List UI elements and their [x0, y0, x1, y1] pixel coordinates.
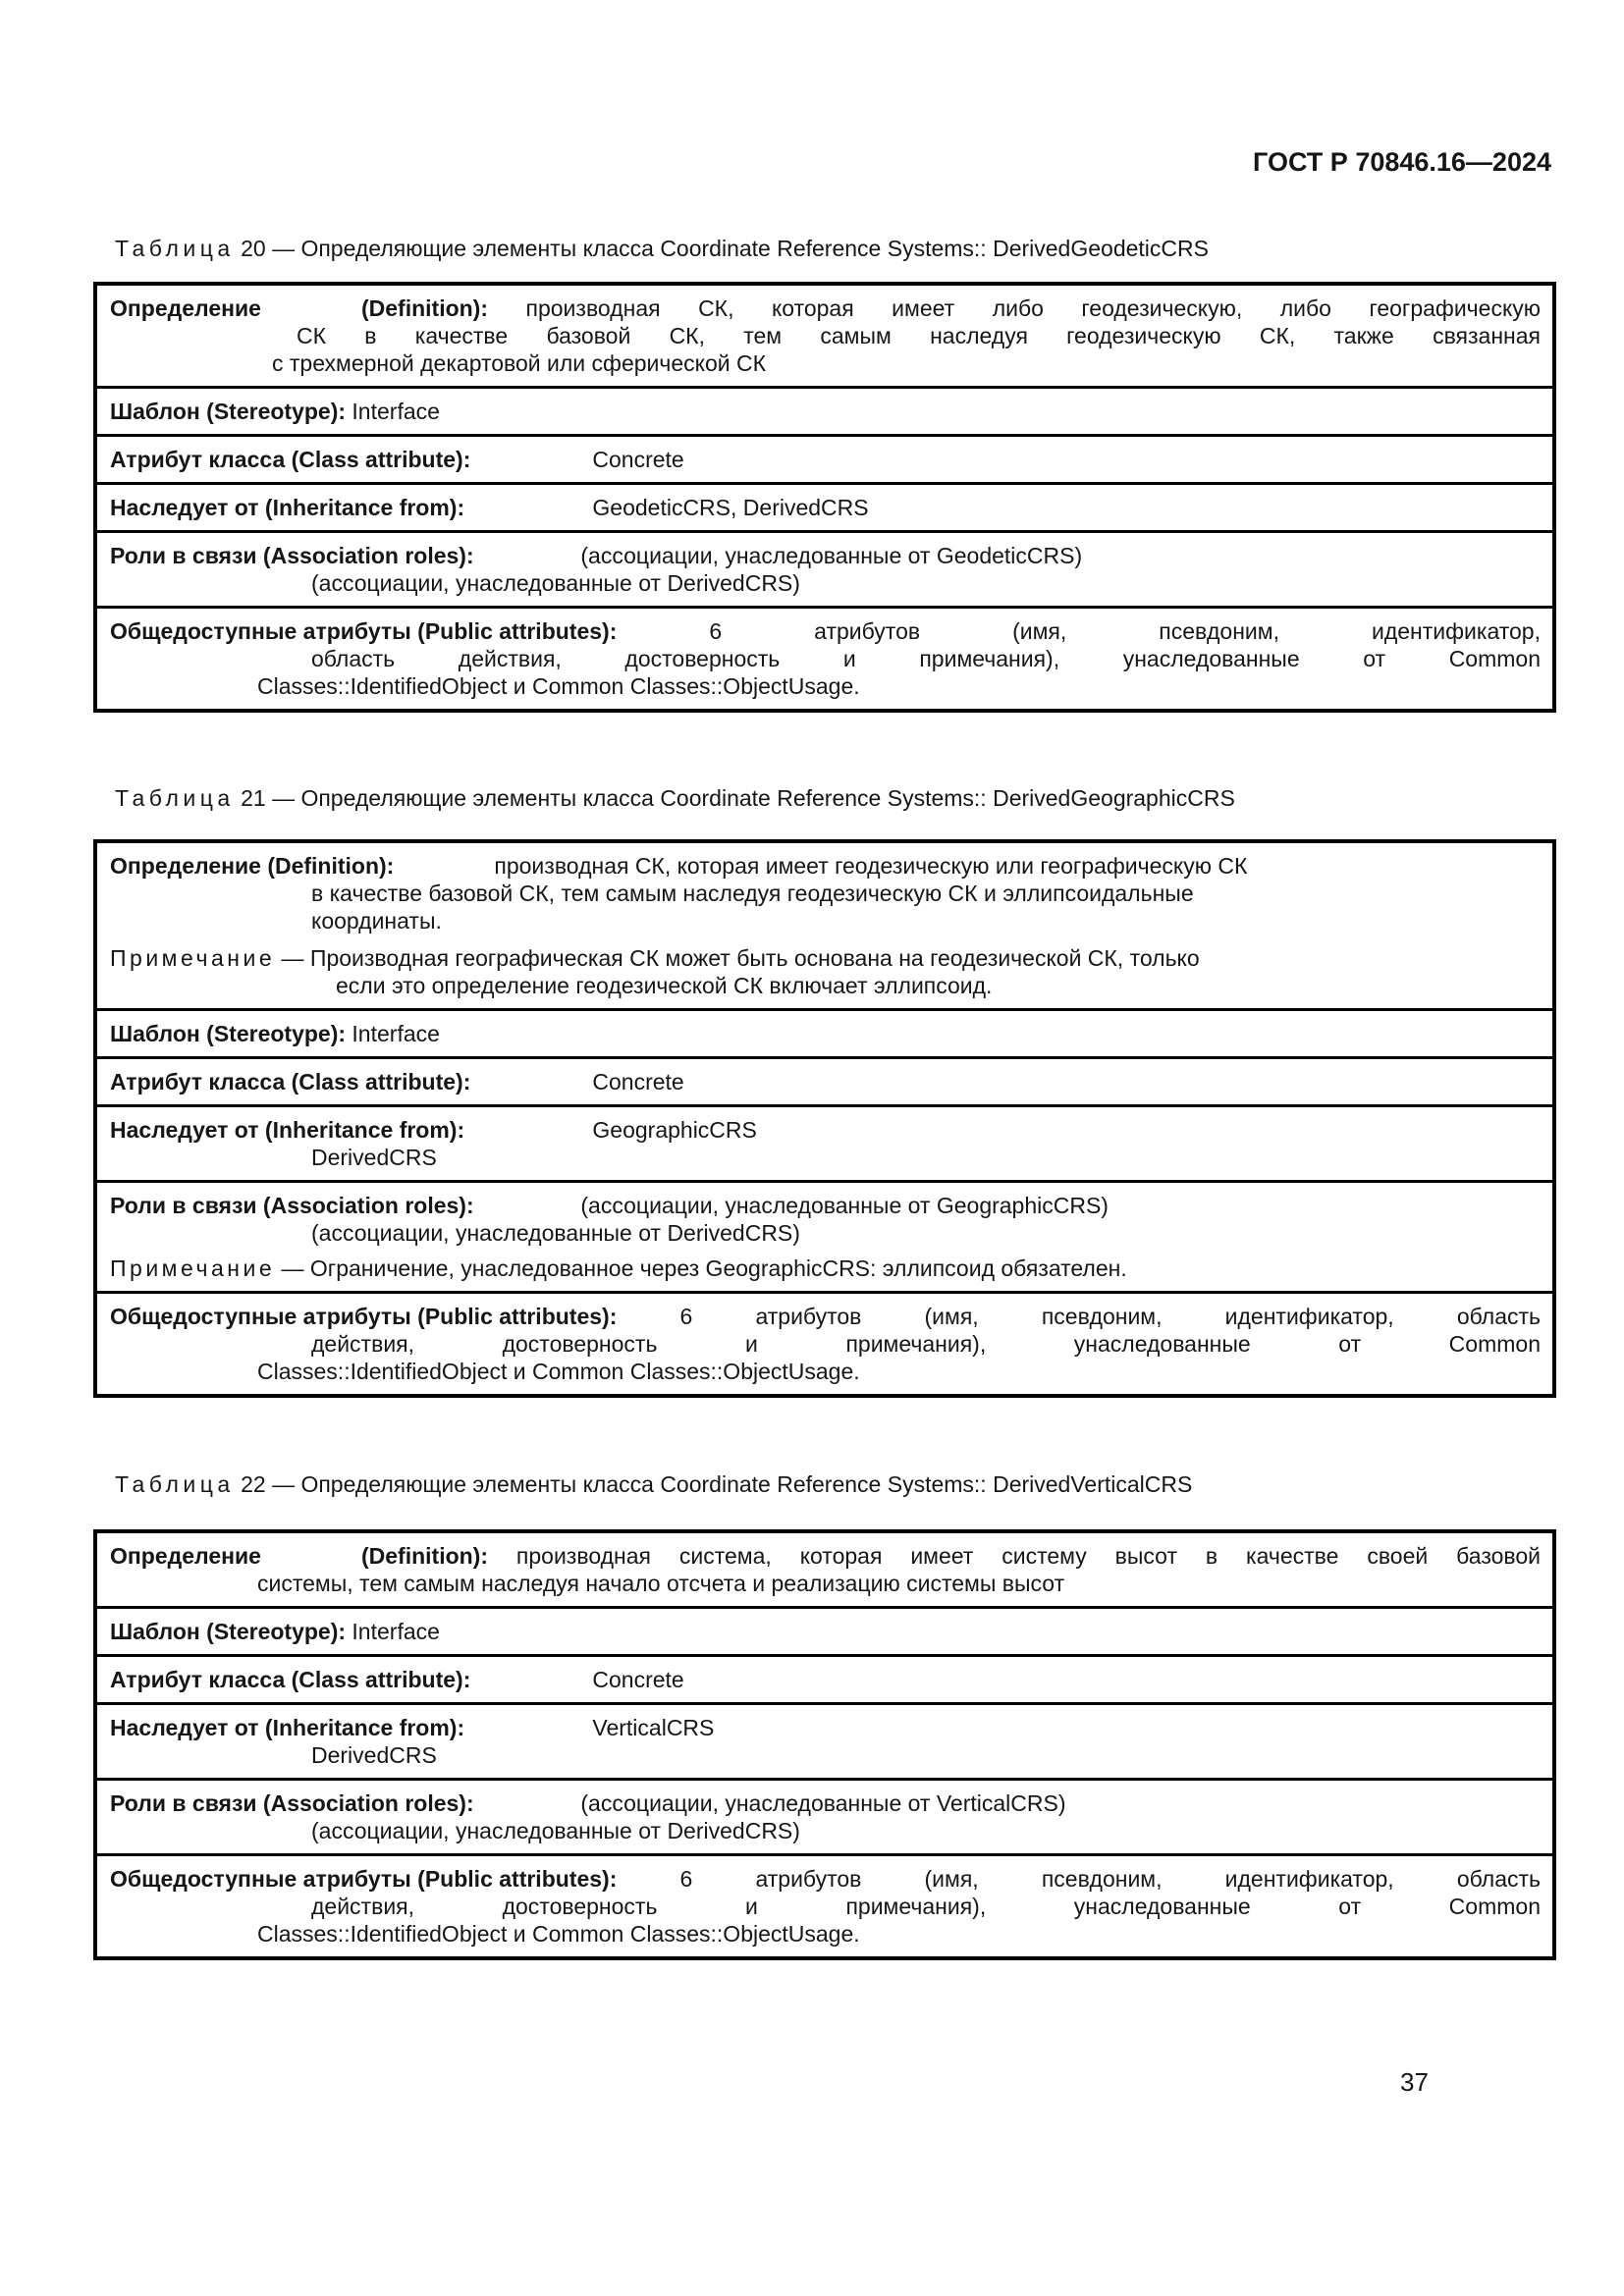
row-label: Роли в связи (Association roles):: [110, 1193, 474, 1218]
table-row-line: [110, 972, 1541, 999]
table-row-line: [110, 1789, 1541, 1817]
table-row: [97, 1853, 1552, 1956]
table-row-line: [110, 1618, 1541, 1645]
row-label: Общедоступные атрибуты (Public attributes):: [110, 1304, 618, 1329]
row-text: СК в качестве базовой СК, тем самым наследуя геодезическую СК, также связанная: [297, 323, 1541, 348]
row-text: в качестве базовой СК, тем самым наследуя геодезическую СК и эллипсоидальные: [311, 881, 1194, 906]
row-label: Роли в связи (Association roles):: [110, 543, 474, 568]
row-text: действия, достоверность и примечания), унаследованные от Common: [311, 1894, 1541, 1919]
table-row-line: [110, 1144, 1541, 1171]
table-row-line: [110, 542, 1541, 569]
table-row-line: [110, 446, 1541, 473]
table-row-line: [110, 1330, 1541, 1358]
row-text: Classes::IdentifiedObject и Common Classes::ObjectUsage.: [257, 673, 860, 699]
table-row: [97, 1291, 1552, 1394]
table-row: [97, 1654, 1552, 1702]
row-label: Общедоступные атрибуты (Public attributes):: [110, 618, 618, 644]
table-caption: [115, 1471, 1192, 1498]
caption-number: 21: [241, 785, 266, 811]
table-row-line: [110, 398, 1541, 425]
row-text: VerticalCRS: [592, 1715, 715, 1740]
table-row-line: [110, 1020, 1541, 1047]
row-text: если это определение геодезической СК включает эллипсоид.: [336, 973, 993, 998]
table-row-line: [110, 1192, 1541, 1219]
table-row-line: [110, 1666, 1541, 1693]
caption-word: Таблица: [115, 236, 235, 261]
table-row-line: [110, 907, 1541, 934]
table-row-line: [110, 1219, 1541, 1247]
table-row-line: [110, 494, 1541, 521]
table-row-line: [110, 1542, 1541, 1570]
row-text: DerivedCRS: [311, 1145, 437, 1170]
row-text: (ассоциации, унаследованные от VerticalCRS): [580, 1790, 1066, 1816]
caption-text: — Определяющие элементы класса Coordinate Reference Systems:: DerivedVerticalCRS: [272, 1471, 1193, 1497]
row-label: Атрибут класса (Class attribute):: [110, 1069, 471, 1095]
row-text: — Производная географическая СК может быть основана на геодезической СК, только: [281, 945, 1200, 971]
row-label: Общедоступные атрибуты (Public attributes):: [110, 1866, 618, 1892]
row-text: DerivedCRS: [311, 1742, 437, 1768]
table-row: [97, 1008, 1552, 1056]
row-text: с трехмерной декартовой или сферической СК: [272, 350, 767, 376]
row-text: Interface: [352, 399, 440, 424]
row-text: системы, тем самым наследуя начало отсчета и реализацию системы высот: [257, 1571, 1065, 1596]
row-label: Наследует от (Inheritance from):: [110, 495, 465, 520]
row-text: (ассоциации, унаследованные от GeodeticCRS): [580, 543, 1083, 568]
row-label: Определение (Definition):: [110, 853, 395, 879]
row-text: 6 атрибутов (имя, псевдоним, идентификатор, область: [679, 1866, 1541, 1892]
row-label: Атрибут класса (Class attribute):: [110, 447, 471, 472]
table-row-line: [110, 672, 1541, 700]
table-row: [97, 1056, 1552, 1104]
table-row-line: [110, 349, 1541, 377]
row-label: Определение (Definition):: [110, 295, 488, 321]
table-row: [97, 1606, 1552, 1654]
row-text: производная СК, которая имеет либо геодезическую, либо географическую: [525, 295, 1542, 321]
row-text: Interface: [352, 1021, 440, 1046]
table-row-line: [110, 617, 1541, 645]
row-text: GeodeticCRS, DerivedCRS: [592, 495, 869, 520]
definition-table-21: [93, 839, 1556, 1398]
row-text: GeographicCRS: [592, 1117, 757, 1143]
row-text: (ассоциации, унаследованные от DerivedCRS): [311, 1818, 800, 1843]
table-row-line: [110, 1116, 1541, 1144]
table-row: [97, 386, 1552, 434]
table-note-line: [110, 1255, 1541, 1282]
row-label: Шаблон (Stereotype):: [110, 1021, 347, 1046]
row-label: Атрибут класса (Class attribute):: [110, 1667, 471, 1692]
row-text: 6 атрибутов (имя, псевдоним, идентификатор, область: [679, 1304, 1541, 1329]
row-label: Определение (Definition):: [110, 1543, 488, 1569]
row-label: Наследует от (Inheritance from):: [110, 1715, 465, 1740]
row-label: Наследует от (Inheritance from):: [110, 1117, 465, 1143]
table-caption: [115, 785, 1235, 812]
table-row-line: [110, 569, 1541, 597]
row-text: Concrete: [592, 447, 684, 472]
table-row-line: [110, 1358, 1541, 1385]
table-row-line: [110, 1068, 1541, 1095]
row-label: Роли в связи (Association roles):: [110, 1790, 474, 1816]
note-label: Примечание: [110, 945, 276, 971]
table-row: [97, 606, 1552, 709]
table-row-line: [110, 1741, 1541, 1769]
table-note-line: [110, 944, 1541, 972]
table-row-line: [110, 1865, 1541, 1893]
table-row-line: [110, 645, 1541, 672]
row-text: (ассоциации, унаследованные от DerivedCRS): [311, 570, 800, 596]
row-text: производная СК, которая имеет геодезическую или географическую СК: [494, 853, 1248, 879]
row-text: координаты.: [311, 908, 442, 934]
row-text: Interface: [352, 1619, 440, 1644]
table-row: [97, 1702, 1552, 1778]
page-number: 37: [1400, 2067, 1429, 2097]
table-row: [97, 1180, 1552, 1291]
table-row: [97, 286, 1552, 386]
table-row-line: [110, 852, 1541, 880]
row-label: Шаблон (Stereotype):: [110, 399, 347, 424]
row-text: — Ограничение, унаследованное через GeographicCRS: эллипсоид обязателен.: [281, 1255, 1127, 1281]
table-row-line: [110, 880, 1541, 907]
table-row: [97, 843, 1552, 1008]
caption-word: Таблица: [115, 785, 235, 811]
definition-table-22: [93, 1529, 1556, 1960]
row-text: Concrete: [592, 1667, 684, 1692]
table-row-line: [110, 1570, 1541, 1597]
table-row-line: [110, 1714, 1541, 1741]
caption-text: — Определяющие элементы класса Coordinate Reference Systems:: DerivedGeographicCRS: [272, 785, 1235, 811]
caption-word: Таблица: [115, 1471, 235, 1497]
table-row-line: [110, 1817, 1541, 1844]
table-row-line: [110, 294, 1541, 322]
table-row: [97, 1778, 1552, 1853]
caption-number: 20: [241, 236, 266, 261]
definition-table-20: [93, 282, 1556, 713]
table-row: [97, 1104, 1552, 1180]
table-row-line: [110, 1920, 1541, 1948]
row-label: Шаблон (Stereotype):: [110, 1619, 347, 1644]
page-header: ГОСТ Р 70846.16—2024: [1253, 147, 1551, 177]
caption-number: 22: [241, 1471, 266, 1497]
table-caption: [115, 236, 1209, 262]
row-text: действия, достоверность и примечания), унаследованные от Common: [311, 1331, 1541, 1357]
row-text: производная система, которая имеет систему высот в качестве своей базовой: [515, 1543, 1542, 1569]
table-row-line: [110, 1893, 1541, 1920]
table-row-line: [110, 322, 1541, 349]
note-label: Примечание: [110, 1255, 276, 1281]
row-text: Classes::IdentifiedObject и Common Classes::ObjectUsage.: [257, 1359, 860, 1384]
row-text: (ассоциации, унаследованные от DerivedCRS): [311, 1220, 800, 1246]
row-text: Concrete: [592, 1069, 684, 1095]
table-row-line: [110, 1303, 1541, 1330]
table-row: [97, 434, 1552, 482]
row-text: Classes::IdentifiedObject и Common Classes::ObjectUsage.: [257, 1921, 860, 1947]
table-row: [97, 482, 1552, 530]
row-text: 6 атрибутов (имя, псевдоним, идентификатор,: [709, 618, 1541, 644]
table-row: [97, 530, 1552, 606]
table-row: [97, 1533, 1552, 1606]
caption-text: — Определяющие элементы класса Coordinate Reference Systems:: DerivedGeodeticCRS: [272, 236, 1209, 261]
row-text: (ассоциации, унаследованные от GeographicCRS): [580, 1193, 1109, 1218]
row-text: область действия, достоверность и примечания), унаследованные от Common: [311, 646, 1541, 671]
